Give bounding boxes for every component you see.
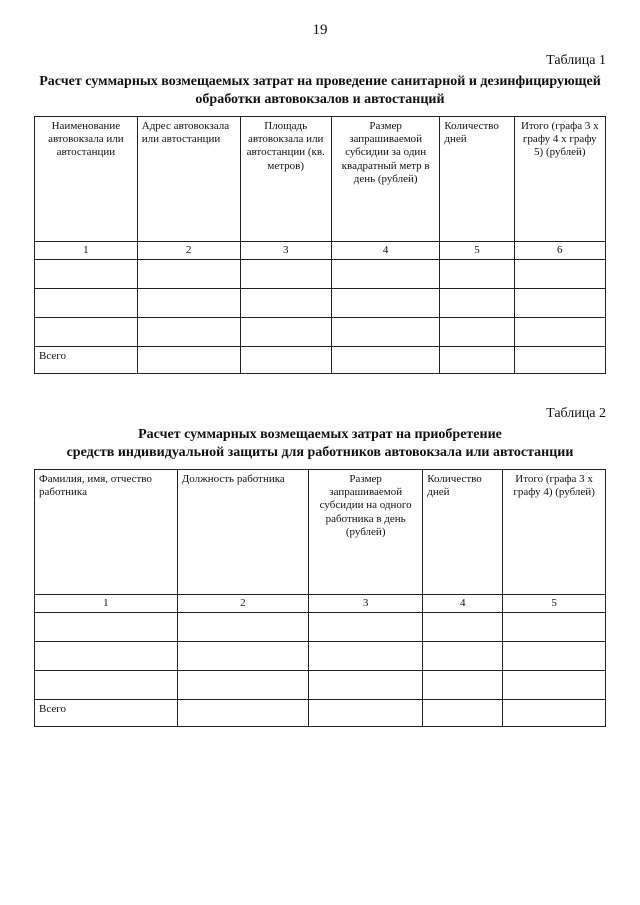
table2-col-number: 4 bbox=[423, 595, 503, 613]
table1-col-number: 1 bbox=[35, 242, 138, 260]
table2-title-line2: средств индивидуальной защиты для работников автовокзала или автостанции bbox=[66, 444, 574, 460]
table-row bbox=[35, 318, 606, 347]
table1-header-row bbox=[35, 117, 606, 242]
table2-header-total: Итого (графа 3 x графу 4) (рублей) bbox=[503, 470, 606, 595]
table1-header-total: Итого (графа 3 x графу 4 x графу 5) (рублей) bbox=[514, 117, 605, 242]
page-number: 19 bbox=[312, 22, 328, 38]
table1-total-row bbox=[35, 347, 606, 374]
table1-title-line2: обработки автовокзалов и автостанций bbox=[195, 91, 445, 107]
table1-col-number: 3 bbox=[240, 242, 331, 260]
table1 bbox=[34, 116, 606, 374]
table-row bbox=[35, 642, 606, 671]
table2-title-line1: Расчет суммарных возмещаемых затрат на приобретение bbox=[138, 427, 502, 442]
table2-col-number: 3 bbox=[309, 595, 423, 613]
table1-header-area: Площадь автовокзала или автостанции (кв. метров) bbox=[240, 117, 331, 242]
table1-col-number: 2 bbox=[137, 242, 240, 260]
table-row bbox=[35, 671, 606, 700]
table1-label: Таблица 1 bbox=[546, 53, 606, 68]
table2-header-full-name: Фамилия, имя, отчество работника bbox=[35, 470, 178, 595]
table2-col-number: 1 bbox=[35, 595, 178, 613]
table2-header-row bbox=[35, 470, 606, 595]
table2-number-row bbox=[35, 595, 606, 613]
table1-header-days: Количество дней bbox=[440, 117, 514, 242]
table-row bbox=[35, 289, 606, 318]
table1-header-address: Адрес автовокзала или автостанции bbox=[137, 117, 240, 242]
table-row bbox=[35, 613, 606, 642]
table2-label: Таблица 2 bbox=[546, 406, 606, 421]
table2-header-days: Количество дней bbox=[423, 470, 503, 595]
table1-header-subsidy-rate: Размер запрашиваемой субсидии за один квадратный метр в день (рублей) bbox=[331, 117, 439, 242]
table2-header-subsidy-rate: Размер запрашиваемой субсидии на одного работника в день (рублей) bbox=[309, 470, 423, 595]
table1-title bbox=[34, 73, 606, 108]
table1-col-number: 6 bbox=[514, 242, 605, 260]
table-row bbox=[35, 260, 606, 289]
table2-col-number: 5 bbox=[503, 595, 606, 613]
table2-total-label: Всего bbox=[35, 700, 178, 727]
table2-col-number: 2 bbox=[177, 595, 308, 613]
table2-title bbox=[34, 426, 606, 461]
table1-col-number: 4 bbox=[331, 242, 439, 260]
table1-total-label: Всего bbox=[35, 347, 138, 374]
table1-header-name: Наименование автовокзала или автостанции bbox=[35, 117, 138, 242]
table1-col-number: 5 bbox=[440, 242, 514, 260]
table2-total-row bbox=[35, 700, 606, 727]
table1-number-row bbox=[35, 242, 606, 260]
table1-title-line1: Расчет суммарных возмещаемых затрат на проведение санитарной и дезинфицирующей bbox=[39, 74, 601, 89]
table2-header-position: Должность работника bbox=[177, 470, 308, 595]
table2 bbox=[34, 469, 606, 727]
